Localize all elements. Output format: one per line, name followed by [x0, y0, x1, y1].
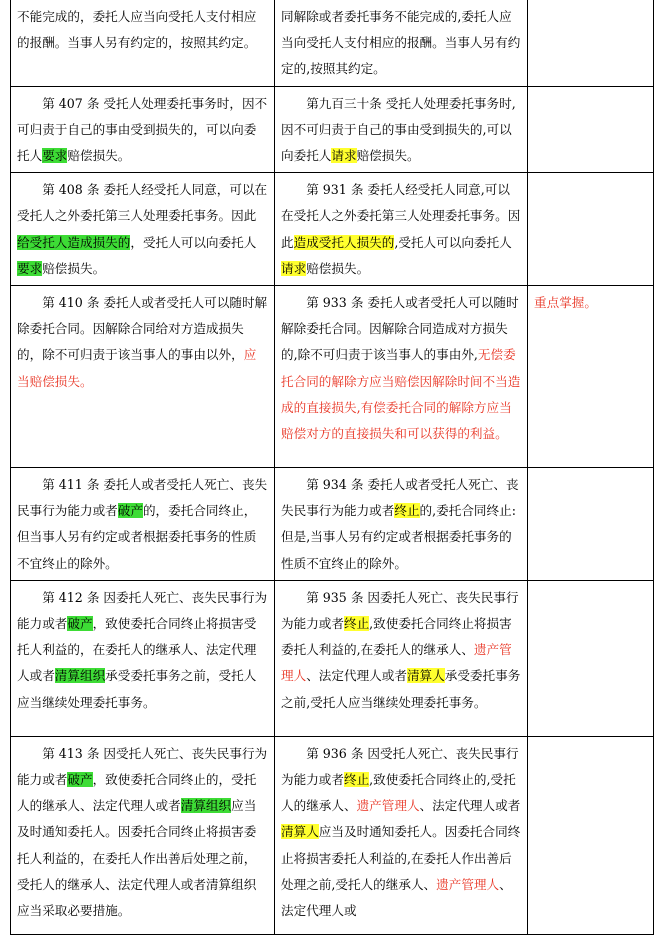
text-segment: 第 413 条 因受托人死亡、丧失民事行为能力或者: [17, 745, 268, 788]
highlighted-text: 无偿委托合同的解除方应当赔偿因解除时间不当造成的直接损失,有偿委托合同的解除方应当赔偿对方的直接损失和可以获得的利益。: [281, 347, 521, 442]
text-segment: 赔偿损失。: [42, 260, 106, 276]
text-segment: 第 935 条 因委托人死亡、丧失民事行为能力或者: [281, 589, 519, 632]
highlighted-text: 请求: [281, 260, 307, 276]
highlighted-text: 遗产管理人: [356, 798, 420, 814]
cell-text: [281, 741, 521, 924]
text-segment: 承受委托事务之前，受托人应当继续处理委托事务。: [17, 668, 257, 710]
new-law-cell: [275, 86, 528, 173]
table-row: [11, 580, 654, 736]
text-segment: 、法定代理人或: [281, 876, 512, 919]
highlighted-text: 破产: [67, 772, 93, 788]
highlighted-text: 终止: [343, 616, 370, 632]
highlighted-text: 请求: [331, 148, 357, 164]
highlighted-text: 要求: [42, 148, 68, 164]
highlighted-text: 遗产管理人: [436, 876, 500, 892]
text-segment: 第 931 条 委托人经受托人同意,可以在受托人之外委托第三人处理委托事务。因此: [281, 182, 521, 250]
new-law-cell: [275, 468, 528, 581]
text-segment: 第 411 条 委托人或者受托人死亡、丧失民事行为能力或者: [17, 477, 268, 519]
text-segment: ,致使委托合同终止将损害委托人利益的,在委托人的继承人、: [281, 616, 512, 658]
text-segment: 不能完成的，委托人应当向受托人支付相应的报酬。当事人另有约定的，按照其约定。: [17, 9, 257, 51]
cell-text: [534, 290, 647, 316]
highlighted-text: 造成受托人损失的: [293, 234, 395, 250]
cell-text: [281, 91, 521, 170]
cell-text: [17, 4, 268, 56]
highlighted-text: 清算人: [406, 668, 445, 684]
note-cell: [528, 736, 654, 934]
text-segment: 应当及时通知委托人。因委托合同终止将损害委托人利益的,在委托人作出善后处理之前,受托人的继承人、: [281, 824, 521, 892]
text-segment: 第 934 条 委托人或者受托人死亡、丧失民事行为能力或者: [281, 477, 519, 519]
text-segment: ,受托人可以向委托人: [394, 234, 512, 250]
text-segment: ,致使委托合同终止的,受托人的继承人、: [281, 772, 516, 814]
new-law-cell: [275, 0, 528, 86]
highlighted-text: 重点掌握。: [534, 295, 597, 311]
note-cell: [528, 580, 654, 736]
table-row: [11, 736, 654, 934]
note-cell: [528, 286, 654, 468]
note-cell: [528, 86, 654, 173]
text-segment: 赔偿损失。: [356, 148, 420, 164]
table-row: [11, 468, 654, 581]
table-row: [11, 286, 654, 468]
text-segment: ，致使委托合同终止将损害受托人利益的，在委托人的继承人、法定代理人或者: [17, 616, 257, 684]
text-segment: 第 936 条 因受托人死亡、丧失民事行为能力或者: [281, 745, 519, 788]
text-segment: ，致使委托合同终止的，受托人的继承人、法定代理人或者: [17, 772, 257, 814]
old-law-cell: [11, 468, 275, 581]
highlighted-text: 清算组织: [54, 668, 106, 684]
old-law-cell: [11, 173, 275, 286]
note-cell: [528, 468, 654, 581]
table-body: [11, 0, 654, 934]
text-segment: 应当及时通知委托人。因委托合同终止将损害委托人利益的，在委托人作出善后处理之前，受托人的继承人、法定代理人或者清算组织应当采取必要措施。: [17, 798, 257, 919]
old-law-cell: [11, 580, 275, 736]
text-segment: 第 410 条 委托人或者受托人可以随时解除委托合同。因解除合同给对方造成损失的，除不可归责于该当事人的事由以外，: [17, 295, 268, 363]
cell-text: [17, 290, 268, 395]
text-segment: 第 407 条 受托人处理委托事务时，因不可归责于自己的事由受到损失的，可以向委托人: [17, 95, 268, 164]
highlighted-text: 破产: [67, 616, 93, 632]
old-law-cell: [11, 0, 275, 86]
text-segment: 的，委托合同终止，但当事人另有约定或者根据委托事务的性质不宜终止的除外。: [17, 503, 257, 571]
new-law-cell: [275, 736, 528, 934]
cell-text: [17, 472, 268, 577]
note-cell: [528, 173, 654, 286]
highlighted-text: 破产: [117, 503, 143, 519]
text-segment: 第 412 条 因委托人死亡、丧失民事行为能力或者: [17, 589, 268, 632]
new-law-cell: [275, 173, 528, 286]
text-segment: 赔偿损失。: [306, 260, 370, 276]
text-segment: 、法定代理人或者: [306, 668, 407, 684]
cell-text: [17, 91, 268, 170]
old-law-cell: [11, 286, 275, 468]
text-segment: ，受托人可以向委托人: [130, 234, 257, 250]
note-cell: [528, 0, 654, 86]
text-segment: 的,委托合同终止:但是,当事人另有约定或者根据委托事务的性质不宜终止的除外。: [281, 503, 516, 571]
text-segment: 第九百三十条 受托人处理委托事务时,因不可归责于自己的事由受到损失的,可以向委托人: [281, 95, 516, 164]
table-row: [11, 86, 654, 173]
cell-text: [281, 177, 521, 282]
cell-text: [281, 585, 521, 716]
text-segment: 承受委托事务之前,受托人应当继续处理委托事务。: [281, 668, 521, 710]
highlighted-text: 遗产管理人: [281, 642, 512, 684]
text-segment: 赔偿损失。: [67, 148, 131, 164]
text-segment: 第 408 条 委托人经受托人同意，可以在受托人之外委托第三人处理委托事务。因此: [17, 182, 268, 224]
table-row: [11, 0, 654, 86]
new-law-cell: [275, 286, 528, 468]
highlighted-text: 终止: [394, 503, 420, 519]
cell-text: [17, 741, 268, 924]
table-row: [11, 173, 654, 286]
cell-text: [281, 472, 521, 577]
highlighted-text: 应当赔偿损失。: [17, 347, 257, 389]
highlighted-text: 要求: [17, 260, 43, 276]
text-segment: 、法定代理人或者: [419, 798, 521, 814]
highlighted-text: 清算人: [281, 824, 319, 840]
cell-text: [17, 585, 268, 716]
cell-text: [281, 4, 521, 83]
highlighted-text: 终止: [343, 772, 370, 788]
old-law-cell: [11, 736, 275, 934]
law-comparison-table: [10, 0, 654, 935]
highlighted-text: 给受托人造成损失的: [17, 234, 131, 250]
cell-text: [281, 290, 521, 447]
new-law-cell: [275, 580, 528, 736]
text-segment: 第 933 条 委托人或者受托人可以随时解除委托合同。因解除合同造成对方损失的,除不可归责于该当事人的事由外,: [281, 295, 519, 363]
cell-text: [17, 177, 268, 282]
highlighted-text: 清算组织: [180, 798, 232, 814]
text-segment: 同解除或者委托事务不能完成的,委托人应当向受托人支付相应的报酬。当事人另有约定的,按照其约定。: [281, 9, 521, 77]
old-law-cell: [11, 86, 275, 173]
